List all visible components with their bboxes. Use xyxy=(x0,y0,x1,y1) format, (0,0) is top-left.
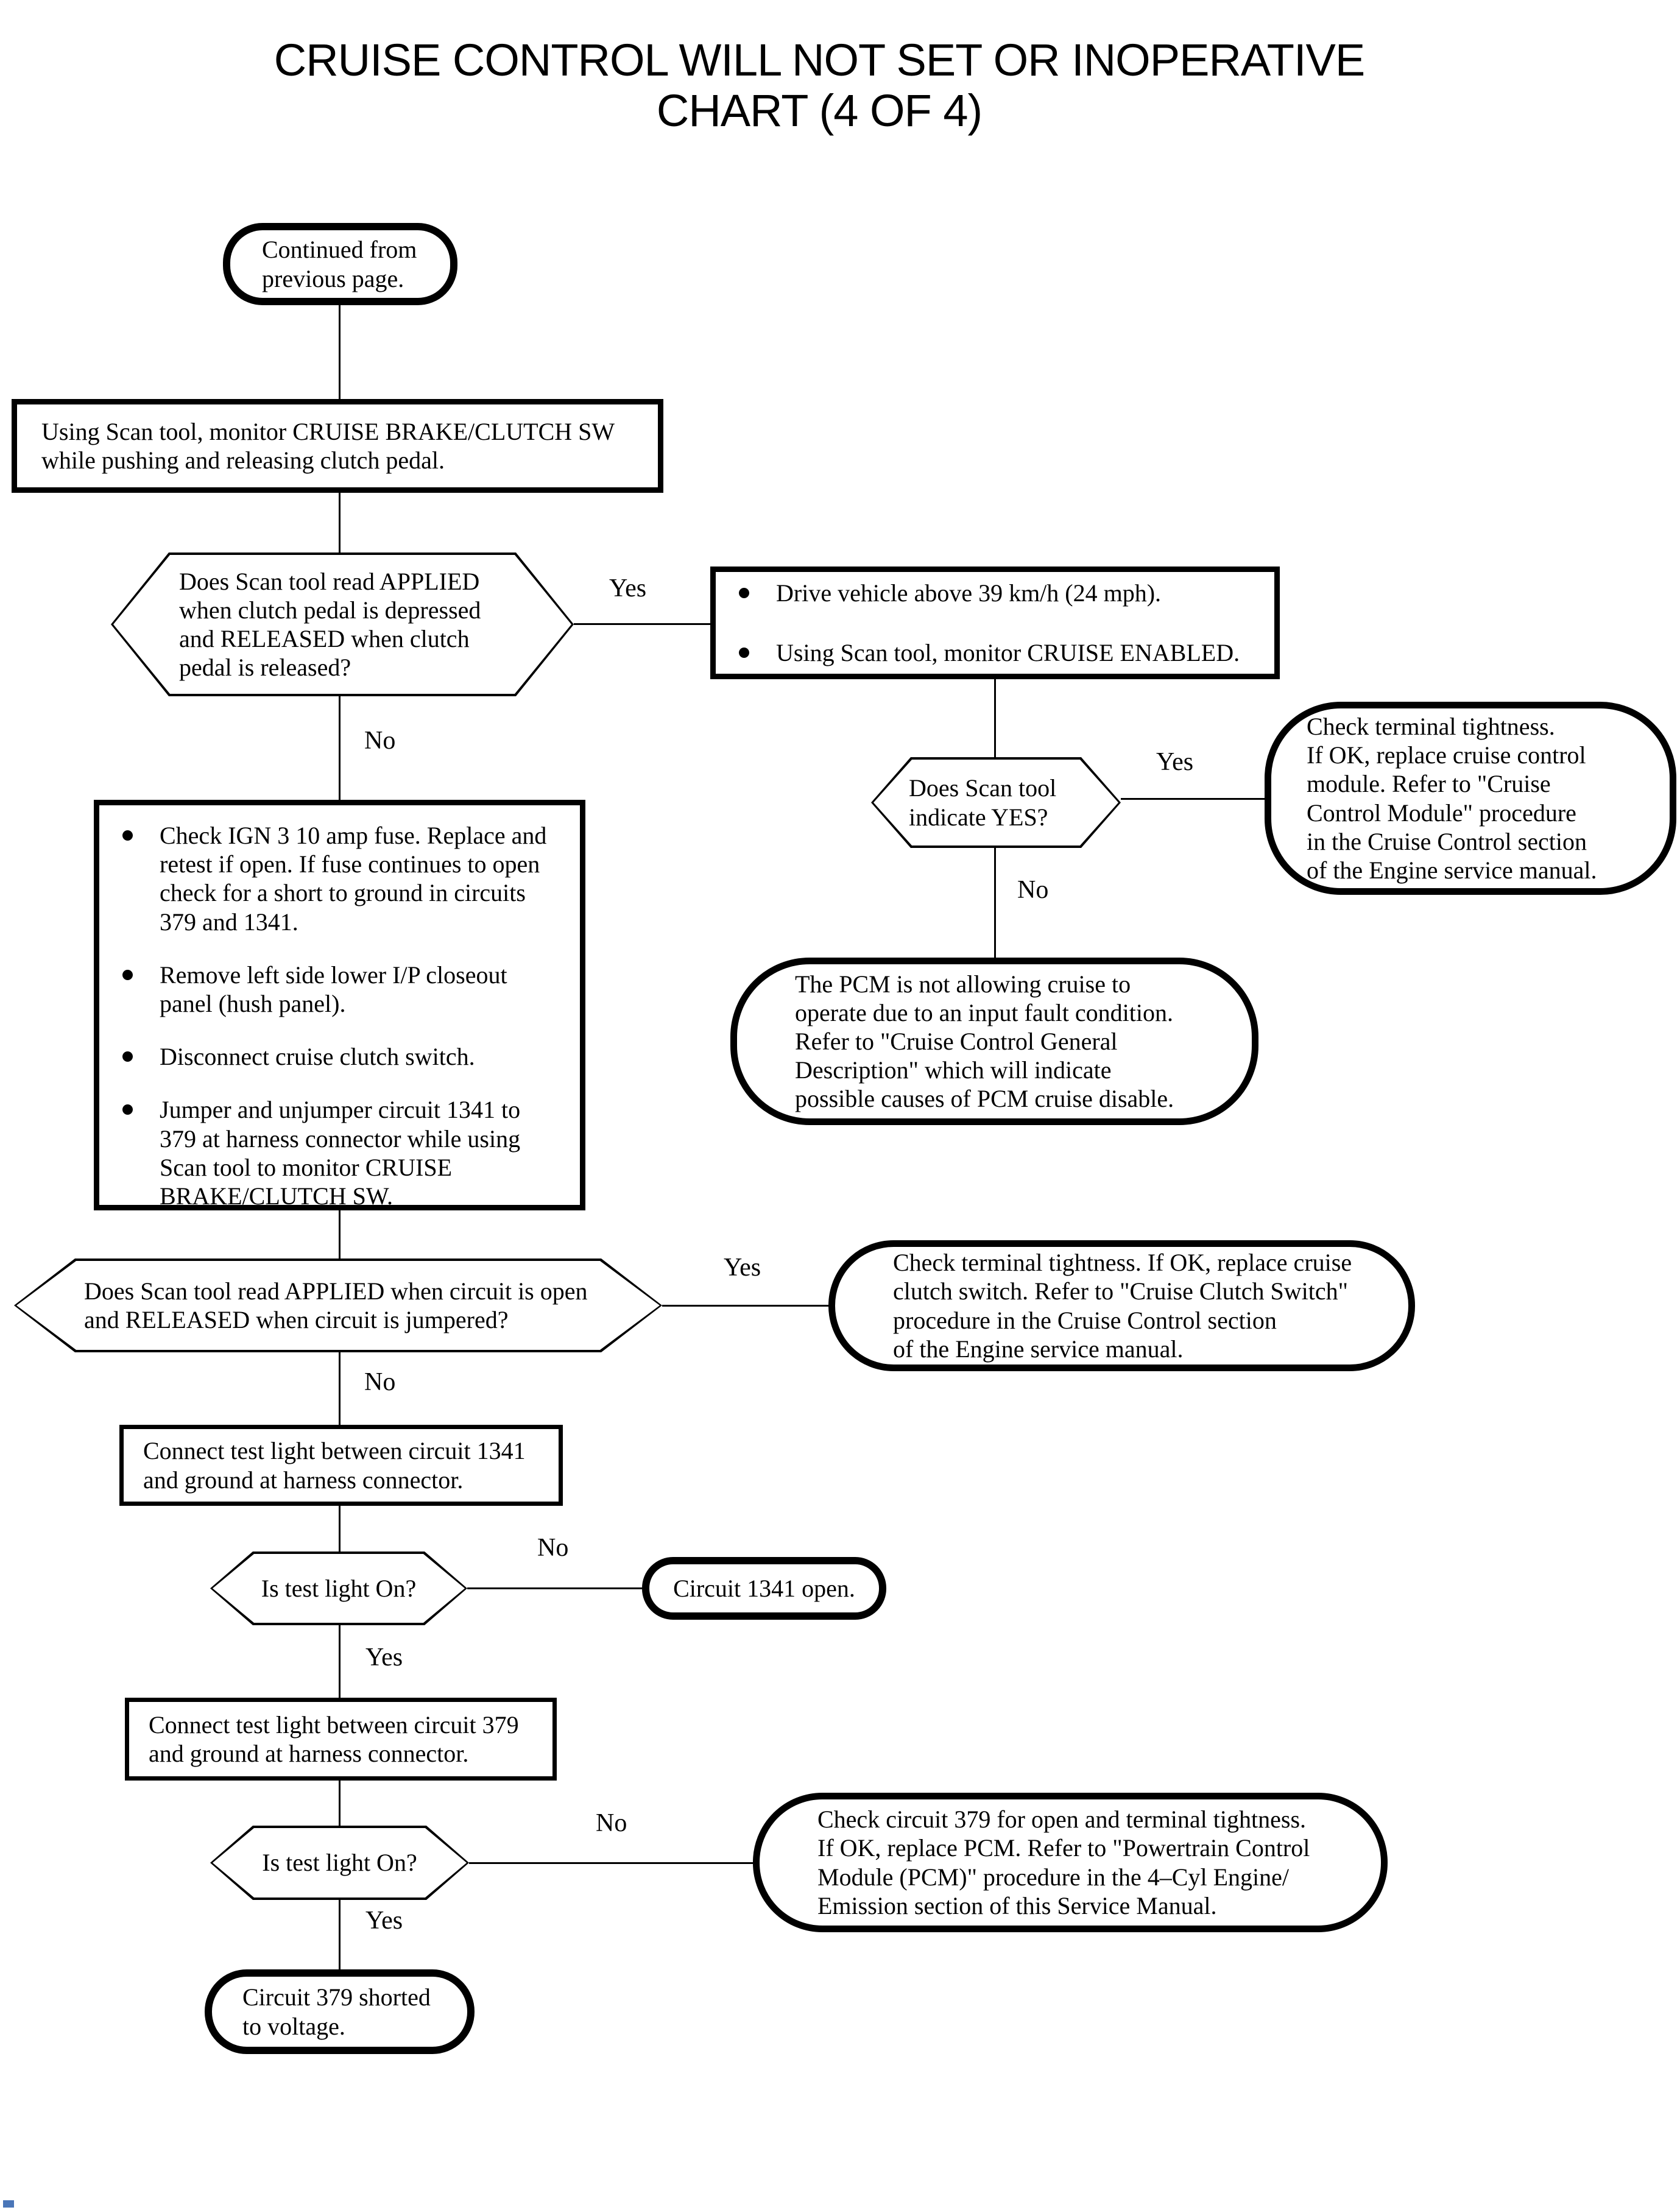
process-check-fuse-steps xyxy=(94,800,585,1210)
decision-test-light-1341-text: Is test light On? xyxy=(261,1574,417,1602)
outcome-pcm-fault xyxy=(730,958,1258,1125)
label-decision1-yes: Yes xyxy=(609,574,647,602)
process-test-light-379 xyxy=(125,1698,557,1781)
decision-scan-indicates-yes xyxy=(871,757,1121,848)
edge-decision5-no xyxy=(469,1862,753,1864)
edge-decision3-yes xyxy=(662,1305,828,1307)
label-decision2-yes: Yes xyxy=(1156,748,1194,776)
label-decision5-yes: Yes xyxy=(365,1907,403,1935)
edge-steps-to-decision3 xyxy=(339,1210,341,1259)
process-drive-vehicle xyxy=(710,567,1280,679)
edge-decision2-yes xyxy=(1121,798,1265,800)
edge-testlight379-to-decision5 xyxy=(339,1781,341,1826)
check-fuse-step: Check IGN 3 10 amp fuse. Replace and retest if open. If fuse continues to open check for a short to ground in circuits 379 and 1341. xyxy=(99,821,580,936)
outcome-replace-cruise-module xyxy=(1265,702,1676,895)
process-monitor-brake-clutch xyxy=(12,399,663,493)
bullet-icon xyxy=(739,648,749,658)
bullet-icon xyxy=(122,970,133,980)
outcome-pcm-fault-text: The PCM is not allowing cruise to operate due to an input fault condition. Refer to "Cruise Control General Description" which will indicate possible causes of PCM cruise disable. xyxy=(795,970,1174,1113)
process-test-light-379-text: Connect test light between circuit 379 and ground at harness connector. xyxy=(149,1710,519,1767)
bottom-left-scan-artifact xyxy=(3,2200,14,2208)
decision-test-light-1341 xyxy=(210,1552,467,1625)
edge-monitor-to-decision1 xyxy=(339,493,341,552)
start-terminal xyxy=(223,223,457,305)
label-decision4-no: No xyxy=(537,1534,569,1562)
drive-vehicle-item: Using Scan tool, monitor CRUISE ENABLED. xyxy=(716,638,1274,667)
decision-test-light-379 xyxy=(210,1826,469,1900)
edge-decision4-yes xyxy=(339,1625,341,1698)
outcome-check-circuit-379-text: Check circuit 379 for open and terminal tightness. If OK, replace PCM. Refer to "Powertrain Control Module (PCM)" procedure in the 4–Cyl Engine/ Emission section of this Service Manual. xyxy=(817,1806,1310,1919)
outcome-replace-clutch-switch xyxy=(828,1240,1415,1371)
label-decision2-no: No xyxy=(1017,876,1049,904)
outcome-circuit-1341-open xyxy=(642,1557,886,1620)
edge-decision1-no xyxy=(339,696,341,800)
label-decision1-no: No xyxy=(364,727,396,755)
decision-scan-yes-text: Does Scan tool indicate YES? xyxy=(909,774,1057,831)
outcome-circuit-379-shorted-text: Circuit 379 shorted to voltage. xyxy=(242,1983,431,2040)
check-fuse-step: Jumper and unjumper circuit 1341 to 379 at harness connector while using Scan tool to monitor CRUISE BRAKE/CLUTCH SW. xyxy=(99,1095,580,1210)
edge-decision4-no xyxy=(467,1587,642,1589)
outcome-replace-cruise-module-text: Check terminal tightness. If OK, replace cruise control module. Refer to "Cruise Control Module" procedure in the Cruise Control section of the Engine service manual. xyxy=(1307,712,1597,884)
decision-pedal-applied-released xyxy=(111,552,574,696)
label-decision5-no: No xyxy=(596,1809,627,1837)
label-decision3-yes: Yes xyxy=(724,1254,761,1282)
check-fuse-step: Remove left side lower I/P closeout panel (hush panel). xyxy=(99,961,580,1018)
edge-start-to-monitor xyxy=(339,305,341,399)
edge-decision3-no xyxy=(339,1352,341,1425)
process-test-light-1341-text: Connect test light between circuit 1341 and ground at harness connector. xyxy=(143,1437,526,1494)
drive-vehicle-item: Drive vehicle above 39 km/h (24 mph). xyxy=(716,579,1274,607)
chart-title-line1: CRUISE CONTROL WILL NOT SET OR INOPERATIVE xyxy=(274,35,1365,85)
label-decision3-no: No xyxy=(364,1368,396,1396)
label-decision4-yes: Yes xyxy=(365,1643,403,1672)
decision-pedal-text: Does Scan tool read APPLIED when clutch pedal is depressed and RELEASED when clutch pedal is released? xyxy=(179,567,481,682)
start-terminal-text: Continued from previous page. xyxy=(262,236,417,292)
process-test-light-1341 xyxy=(119,1425,563,1506)
edge-decision2-no xyxy=(994,848,996,958)
bullet-icon xyxy=(739,588,749,598)
decision-test-light-379-text: Is test light On? xyxy=(262,1849,417,1877)
bullet-icon xyxy=(122,1051,133,1062)
decision-circuit-open-text: Does Scan tool read APPLIED when circuit is open and RELEASED when circuit is jumpered? xyxy=(84,1277,588,1333)
edge-decision5-yes xyxy=(339,1900,341,1969)
edge-decision1-yes xyxy=(574,623,710,625)
bullet-icon xyxy=(122,830,133,841)
edge-testlight1341-to-decision4 xyxy=(339,1506,341,1552)
edge-drive-to-decision2 xyxy=(994,679,996,757)
process-monitor-brake-clutch-text: Using Scan tool, monitor CRUISE BRAKE/CLUTCH SW while pushing and releasing clutch pedal. xyxy=(41,417,615,474)
check-fuse-step: Disconnect cruise clutch switch. xyxy=(99,1042,580,1071)
outcome-circuit-379-shorted xyxy=(205,1969,475,2054)
chart-title xyxy=(0,35,1639,136)
outcome-replace-clutch-switch-text: Check terminal tightness. If OK, replace cruise clutch switch. Refer to "Cruise Clutch Switch" procedure in the Cruise Control section of the Engine service manual. xyxy=(893,1249,1352,1363)
chart-title-line2: CHART (4 OF 4) xyxy=(656,85,983,136)
outcome-check-circuit-379 xyxy=(753,1793,1388,1932)
bullet-icon xyxy=(122,1104,133,1115)
decision-circuit-open-jumpered xyxy=(14,1259,662,1352)
outcome-circuit-1341-open-text: Circuit 1341 open. xyxy=(673,1574,855,1602)
